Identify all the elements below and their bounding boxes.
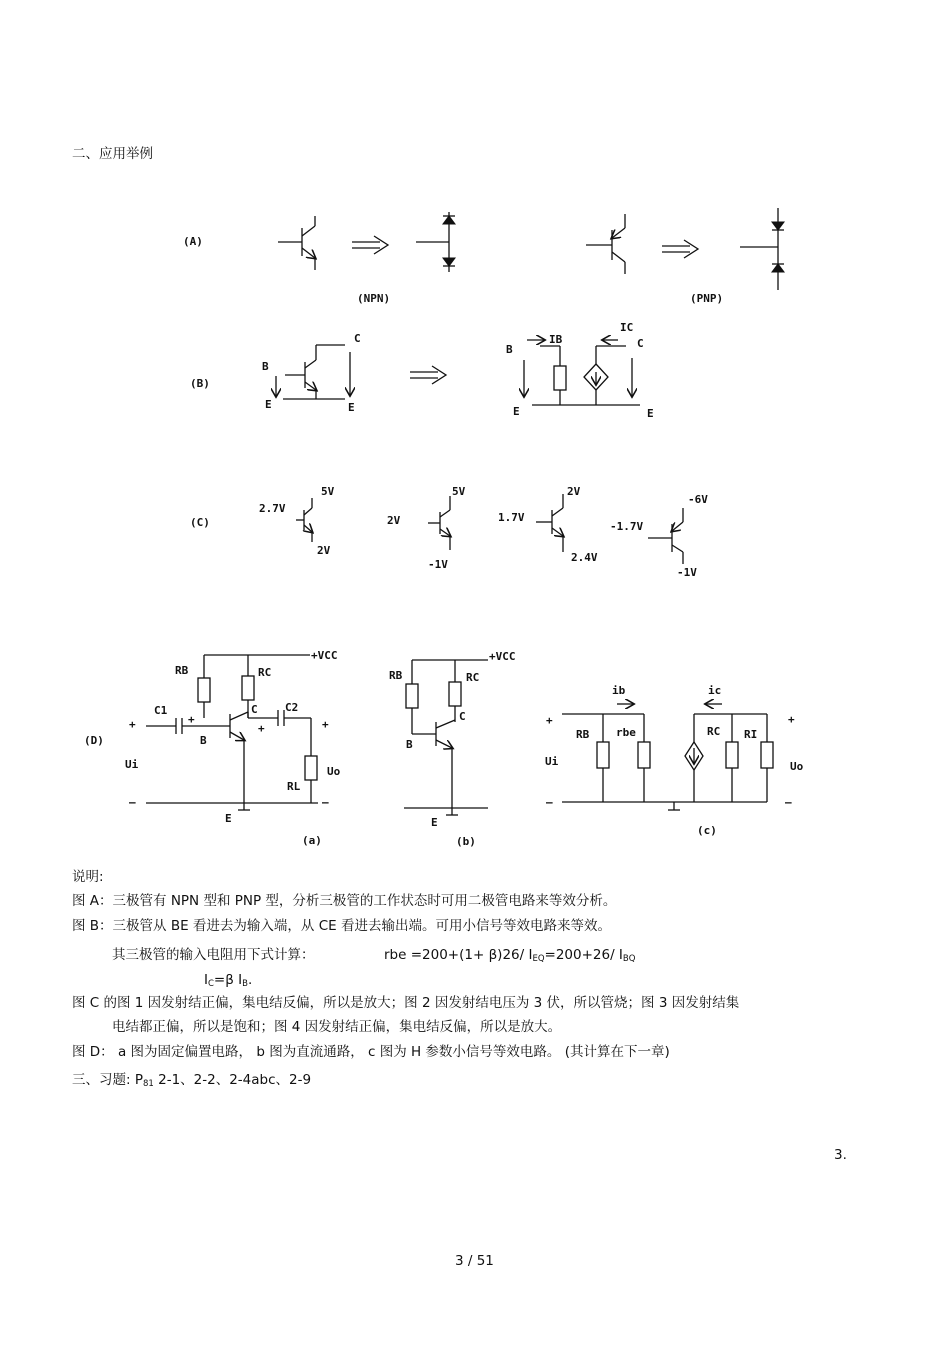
- a-rl: RL: [287, 780, 301, 793]
- pnp-diode-equivalent: [740, 208, 784, 290]
- b-caption: (b): [456, 835, 476, 848]
- c-rb: RB: [576, 728, 590, 741]
- fig-b-label: (B): [190, 377, 210, 390]
- fig-d-label: (D): [84, 734, 104, 747]
- c1-top: 5V: [321, 485, 335, 498]
- a-c1: C1: [154, 704, 168, 717]
- a-plus-out: +: [322, 718, 329, 731]
- figure-b: [190, 321, 654, 420]
- explain-line-a: 图 A：三极管有 NPN 型和 PNP 型，分析三极管的工作状态时可用二极管电路来等效分析。: [72, 893, 617, 909]
- equivalent-arrow-icon-3: [410, 366, 446, 384]
- c3-top: 2V: [567, 485, 581, 498]
- a-e: E: [225, 812, 232, 825]
- b-right-e2: E: [647, 407, 654, 420]
- c-ui: Ui: [545, 755, 559, 768]
- page-mark: 3.: [834, 1147, 847, 1163]
- explain-title: 说明:: [72, 869, 104, 885]
- small-signal-model-b: [524, 340, 640, 405]
- b-right-e1: E: [513, 405, 520, 418]
- npn-transistor-symbol: [278, 216, 315, 270]
- b-vcc: +VCC: [489, 650, 516, 663]
- transistor-b-left: [276, 345, 350, 399]
- a-uo: Uo: [327, 765, 341, 778]
- a-c: C: [251, 703, 258, 716]
- b-rc: RC: [466, 671, 480, 684]
- c-plus-in: +: [546, 714, 553, 727]
- a-ui: Ui: [125, 758, 139, 771]
- explain-line-d: 图 D： a 图为固定偏置电路， b 图为直流通路， c 图为 H 参数小信号等效电路。 (其计算在下一章): [72, 1044, 670, 1060]
- equivalent-arrow-icon-2: [662, 240, 698, 258]
- a-caption: (a): [302, 834, 322, 847]
- pnp-caption: (PNP): [690, 292, 724, 305]
- figure-a: [183, 208, 784, 305]
- c-minus-in: —: [546, 796, 553, 809]
- c-plus-out: +: [788, 713, 795, 726]
- b-rb: RB: [389, 669, 403, 682]
- b-right-b: B: [506, 343, 513, 356]
- c4-top: -6V: [688, 493, 708, 506]
- ic-formula: $I_C=\beta$ $I_B$.: [204, 972, 253, 989]
- a-minus-in: —: [129, 796, 136, 809]
- c2-top: 5V: [452, 485, 466, 498]
- b-c: C: [459, 710, 466, 723]
- c-rbe: rbe: [616, 726, 636, 739]
- c1-bottom: 2V: [317, 544, 331, 557]
- a-vcc: +VCC: [311, 649, 338, 662]
- a-rb: RB: [175, 664, 189, 677]
- c-caption: (c): [697, 824, 717, 837]
- a-rc: RC: [258, 666, 272, 679]
- c3-base: 1.7V: [498, 511, 525, 524]
- npn-diode-equivalent: [416, 212, 455, 272]
- page-number: 3 / 51: [455, 1253, 494, 1269]
- exercise-line: 三、习题: $P_{81}$ 2-1、2-2、2-4abc、2-9: [72, 1072, 312, 1089]
- b-left-c: C: [354, 332, 361, 345]
- c2-bottom: -1V: [428, 558, 448, 571]
- b-left-e1: E: [265, 398, 272, 411]
- explain-line-c2: 电结都正偏，所以是饱和；图 4 因发射结正偏，集电结反偏，所以是放大。: [112, 1019, 562, 1035]
- npn-caption: (NPN): [357, 292, 391, 305]
- figure-d: [84, 649, 804, 848]
- a-plus2: +: [258, 722, 265, 735]
- fig-a-label: (A): [183, 235, 203, 248]
- a-minus-out: —: [322, 796, 329, 809]
- a-plus-in: +: [129, 718, 136, 731]
- c-uo: Uo: [790, 760, 804, 773]
- b-b: B: [406, 738, 413, 751]
- transistor-c1: [296, 498, 312, 542]
- c2-base: 2V: [387, 514, 401, 527]
- c-ib: ib: [612, 684, 626, 697]
- explain-line-b: 图 B：三极管从 BE 看进去为输入端，从 CE 看进去输出端。可用小信号等效电路来等效。: [72, 918, 611, 934]
- c1-base: 2.7V: [259, 502, 286, 515]
- rbe-formula: rbe =200+(1+ β)26/ $I_{EQ}=200+26/$ $I_{BQ}$: [384, 947, 636, 964]
- explain-line-b2: 其三极管的输入电阻用下式计算：: [112, 947, 315, 963]
- c4-bottom: -1V: [677, 566, 697, 579]
- section-title: 二、应用举例: [72, 146, 153, 162]
- b-right-ic: IC: [620, 321, 634, 334]
- b-right-ib: IB: [549, 333, 563, 346]
- c-minus-out: —: [785, 796, 792, 809]
- figure-c: [190, 485, 708, 579]
- b-e: E: [431, 816, 438, 829]
- a-c2: C2: [285, 701, 299, 714]
- b-right-c: C: [637, 337, 644, 350]
- transistor-c3: [536, 494, 563, 552]
- transistor-c4: [648, 508, 683, 564]
- c-rc: RC: [707, 725, 721, 738]
- c4-base: -1.7V: [610, 520, 644, 533]
- a-b: B: [200, 734, 207, 747]
- b-left-e2: E: [348, 401, 355, 414]
- transistor-c2: [428, 496, 450, 550]
- c-ic: ic: [708, 684, 722, 697]
- c3-bottom: 2.4V: [571, 551, 598, 564]
- circuit-d-c: [562, 704, 773, 810]
- pnp-transistor-symbol: [586, 214, 625, 274]
- fig-c-label: (C): [190, 516, 210, 529]
- b-left-b: B: [262, 360, 269, 373]
- c-rl: RI: [744, 728, 758, 741]
- explain-line-c1: 图 C 的图 1 因发射结正偏，集电结反偏，所以是放大；图 2 因发射结电压为 3 伏，所以管烧；图 3 因发射结集: [72, 995, 740, 1011]
- equivalent-arrow-icon: [352, 236, 388, 254]
- a-plus1: +: [188, 713, 195, 726]
